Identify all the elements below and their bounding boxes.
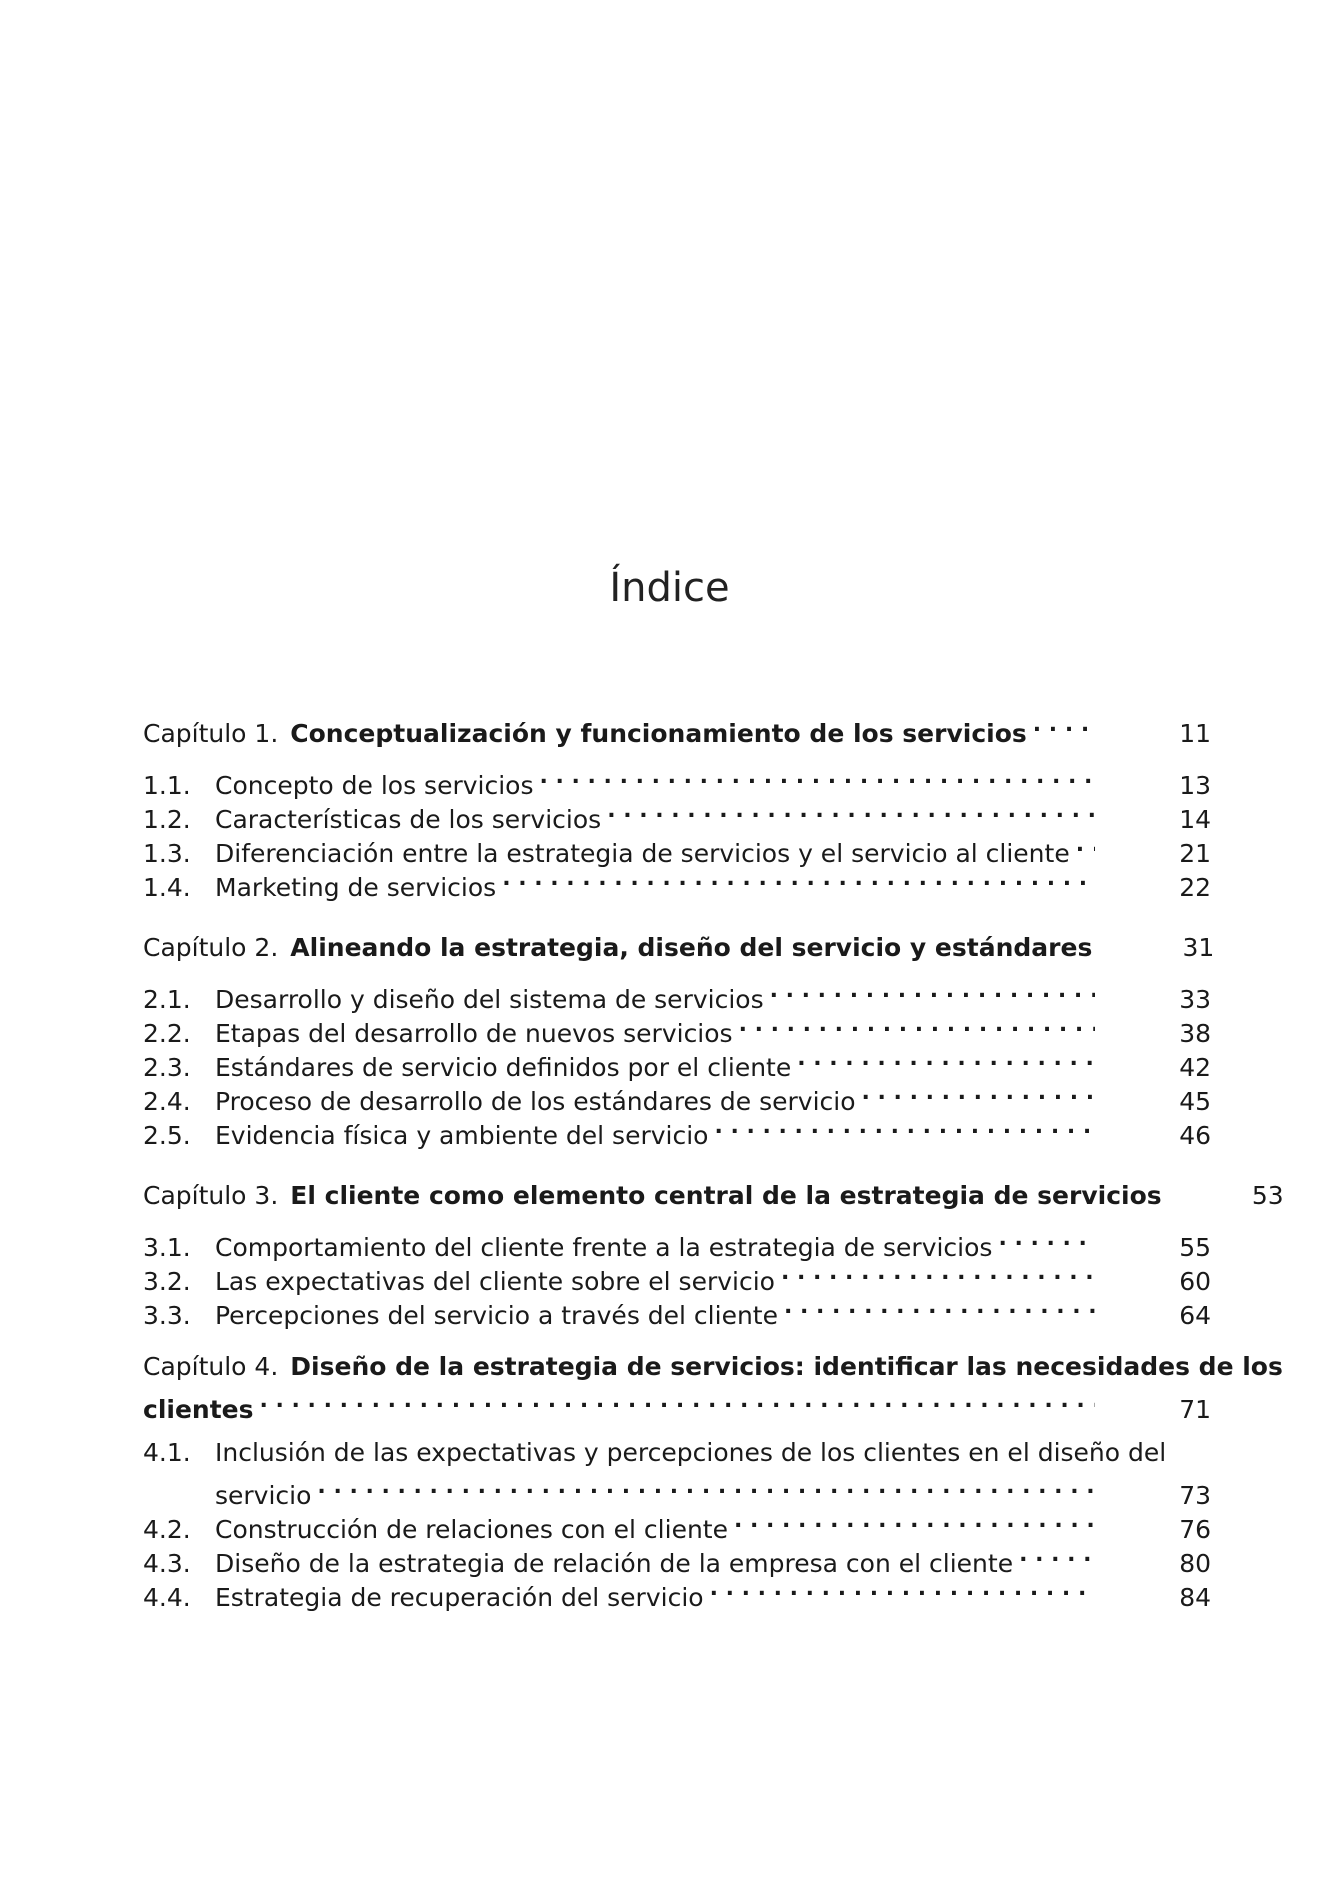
section-number: 4.2.: [143, 1515, 191, 1544]
page-number: 64: [1179, 1301, 1211, 1330]
table-of-contents: [143, 708, 1284, 1632]
section-number: 1.1.: [143, 771, 191, 800]
toc-entry-3-1[interactable]: [143, 1222, 1211, 1262]
page-number: 11: [1179, 719, 1211, 748]
section-title: Marketing de servicios: [215, 873, 497, 902]
page-number: 46: [1179, 1121, 1211, 1150]
section-title: Percepciones del servicio a través del cliente: [215, 1301, 778, 1330]
chapter-heading[interactable]: [143, 708, 1211, 748]
toc-entry-4-1[interactable]: [143, 1436, 1211, 1470]
dot-leader: [781, 1256, 1095, 1290]
page-number: 76: [1179, 1515, 1211, 1544]
section-number: 4.4.: [143, 1583, 191, 1612]
dot-leader: [317, 1470, 1095, 1504]
section-number: 2.1.: [143, 985, 191, 1014]
page-number: 42: [1179, 1053, 1211, 1082]
section-number: 3.3.: [143, 1301, 191, 1330]
toc-entry-2-1[interactable]: [143, 974, 1211, 1014]
chapter-1: [143, 708, 1211, 902]
section-title: Diferenciación entre la estrategia de servicios y el servicio al cliente: [215, 839, 1070, 868]
chapter-prefix: Capítulo 3.: [143, 1181, 279, 1210]
dot-leader: [734, 1504, 1095, 1538]
chapter-title: Alineando la estrategia, diseño del servicio y estándares: [290, 933, 1093, 962]
section-title: Desarrollo y diseño del sistema de servicios: [215, 985, 764, 1014]
chapter-heading[interactable]: [143, 1170, 1284, 1210]
section-title: Comportamiento del cliente frente a la estrategia de servicios: [215, 1233, 993, 1262]
section-number: 1.2.: [143, 805, 191, 834]
page-number: 80: [1179, 1549, 1211, 1578]
page-number: 21: [1179, 839, 1211, 868]
page-number: 38: [1179, 1019, 1211, 1048]
dot-leader: [539, 760, 1095, 794]
page-number: 60: [1179, 1267, 1211, 1296]
section-title: Evidencia física y ambiente del servicio: [215, 1121, 709, 1150]
section-title: Concepto de los servicios: [215, 771, 534, 800]
section-number: 3.2.: [143, 1267, 191, 1296]
section-number: 2.5.: [143, 1121, 191, 1150]
chapter-heading[interactable]: [143, 1350, 1283, 1384]
dot-leader: [714, 1110, 1095, 1144]
chapter-3: [143, 1170, 1284, 1330]
chapter-heading-continued[interactable]: [143, 1384, 1211, 1424]
section-number: 3.1.: [143, 1233, 191, 1262]
section-title: Estrategia de recuperación del servicio: [215, 1583, 704, 1612]
dot-leader: [502, 862, 1095, 896]
dot-leader: [260, 1384, 1096, 1418]
chapter-heading[interactable]: [143, 922, 1215, 962]
chapter-title: El cliente como elemento central de la estrategia de servicios: [290, 1181, 1162, 1210]
section-number: 2.4.: [143, 1087, 191, 1116]
dot-leader: [710, 1572, 1095, 1606]
page-number: 71: [1179, 1395, 1211, 1424]
section-number: 1.3.: [143, 839, 191, 868]
section-title: Proceso de desarrollo de los estándares de servicio: [215, 1087, 856, 1116]
page-number: 73: [1179, 1481, 1211, 1510]
page-number: 55: [1179, 1233, 1211, 1262]
dot-leader: [607, 794, 1095, 828]
dot-leader: [797, 1042, 1095, 1076]
toc-entry-1-1[interactable]: [143, 760, 1211, 800]
dot-leader: [1033, 708, 1095, 742]
page-number: 33: [1179, 985, 1211, 1014]
section-title: Estándares de servicio definidos por el cliente: [215, 1053, 792, 1082]
chapter-prefix: Capítulo 4.: [143, 1352, 279, 1381]
section-number: 2.2.: [143, 1019, 191, 1048]
page-number: 14: [1179, 805, 1211, 834]
dot-leader: [1019, 1538, 1095, 1572]
section-number: 1.4.: [143, 873, 191, 902]
dot-leader: [1076, 828, 1095, 862]
page-number: 84: [1179, 1583, 1211, 1612]
section-title-continued: servicio: [215, 1481, 312, 1510]
section-title: Características de los servicios: [215, 805, 602, 834]
page-number: 31: [1182, 933, 1215, 962]
chapter-prefix: Capítulo 1.: [143, 719, 279, 748]
dot-leader: [784, 1290, 1095, 1324]
section-number: 4.3.: [143, 1549, 191, 1578]
section-number: 2.3.: [143, 1053, 191, 1082]
dot-leader: [862, 1076, 1095, 1110]
page-title: Índice: [609, 565, 730, 611]
dot-leader: [770, 974, 1095, 1008]
chapter-4: [143, 1350, 1283, 1612]
section-title: Etapas del desarrollo de nuevos servicios: [215, 1019, 733, 1048]
chapter-title-continued: clientes: [143, 1395, 254, 1424]
toc-entry-4-1-continued[interactable]: [143, 1470, 1211, 1510]
chapter-title: Diseño de la estrategia de servicios: identificar las necesidades de los: [290, 1352, 1283, 1381]
page-number: 22: [1179, 873, 1211, 902]
page-number: 45: [1179, 1087, 1211, 1116]
chapter-2: [143, 922, 1215, 1150]
page-number: 53: [1251, 1181, 1284, 1210]
chapter-title: Conceptualización y funcionamiento de los servicios: [290, 719, 1027, 748]
dot-leader: [739, 1008, 1095, 1042]
chapter-prefix: Capítulo 2.: [143, 933, 279, 962]
page-number: 13: [1179, 771, 1211, 800]
section-title: Diseño de la estrategia de relación de la empresa con el cliente: [215, 1549, 1014, 1578]
dot-leader: [998, 1222, 1095, 1256]
section-title: Las expectativas del cliente sobre el servicio: [215, 1267, 775, 1296]
section-number: 4.1.: [143, 1438, 191, 1467]
section-title: Inclusión de las expectativas y percepciones de los clientes en el diseño del: [215, 1438, 1167, 1467]
section-title: Construcción de relaciones con el cliente: [215, 1515, 728, 1544]
